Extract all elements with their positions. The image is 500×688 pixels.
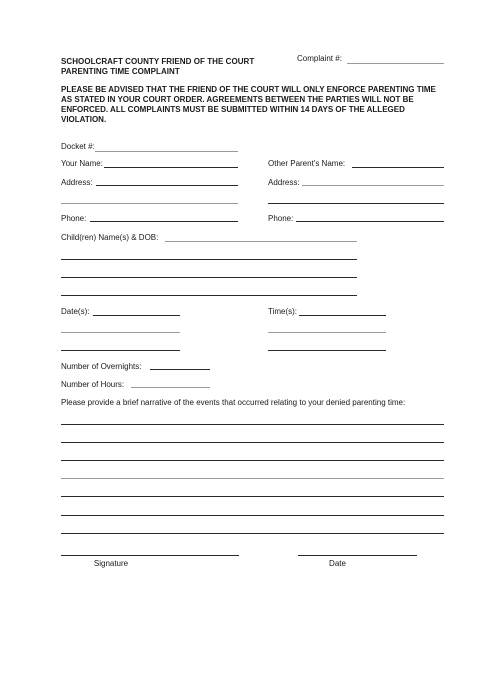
narrative-line-6[interactable] — [61, 515, 444, 516]
your-phone-label: Phone: — [61, 214, 87, 223]
times-label: Time(s): — [268, 307, 298, 316]
your-address-label: Address: — [61, 178, 93, 187]
dates-label: Date(s): — [61, 307, 90, 316]
signature-label: Signature — [93, 559, 129, 568]
narrative-line-3[interactable] — [61, 460, 444, 461]
narrative-line-5[interactable] — [61, 496, 444, 497]
other-parent-name-label: Other Parent's Name: — [268, 159, 346, 168]
docket-label: Docket #: — [61, 142, 95, 151]
your-phone-field[interactable] — [90, 221, 238, 222]
your-address-field-2[interactable] — [61, 203, 238, 204]
enforcement-notice: PLEASE BE ADVISED THAT THE FRIEND OF THE COURT WILL ONLY ENFORCE PARENTING TIME AS STATED IN YOUR COURT ORDER. AGREEMENTS BETWEEN THE PARTIES WILL NOT BE ENFORCED. ALL COMPLAINTS MUST BE SUBMITTED WITHIN 14 DAYS OF THE ALLEGED VIOLATION. — [61, 85, 436, 124]
form-title-line2: PARENTING TIME COMPLAINT — [61, 67, 180, 76]
date-label: Date — [329, 559, 346, 568]
overnights-field[interactable] — [150, 369, 210, 370]
other-address-label: Address: — [268, 178, 300, 187]
your-name-field[interactable] — [104, 167, 238, 168]
dates-field-1[interactable] — [93, 315, 180, 316]
your-address-field-1[interactable] — [96, 185, 238, 186]
narrative-line-2[interactable] — [61, 442, 444, 443]
narrative-line-1[interactable] — [61, 424, 444, 425]
children-label: Child(ren) Name(s) & DOB: — [61, 233, 159, 242]
complaint-number-field[interactable] — [347, 63, 444, 64]
date-field[interactable] — [298, 555, 417, 556]
overnights-label: Number of Overnights: — [61, 362, 142, 371]
children-field-3[interactable] — [61, 277, 357, 278]
times-field-2[interactable] — [268, 332, 386, 333]
dates-field-2[interactable] — [61, 332, 180, 333]
children-field-1[interactable] — [165, 241, 357, 242]
other-phone-label: Phone: — [268, 214, 294, 223]
times-field-1[interactable] — [299, 315, 386, 316]
signature-field[interactable] — [61, 555, 239, 556]
hours-label: Number of Hours: — [61, 380, 125, 389]
hours-field[interactable] — [131, 387, 210, 388]
docket-field[interactable] — [95, 151, 238, 152]
other-address-field-1[interactable] — [302, 185, 444, 186]
times-field-3[interactable] — [268, 350, 386, 351]
form-title-line1: SCHOOLCRAFT COUNTY FRIEND OF THE COURT — [61, 57, 255, 66]
other-phone-field[interactable] — [296, 221, 444, 222]
narrative-line-7[interactable] — [61, 533, 444, 534]
other-address-field-2[interactable] — [268, 203, 444, 204]
children-field-4[interactable] — [61, 295, 357, 296]
complaint-number-label: Complaint #: — [297, 54, 342, 63]
narrative-label: Please provide a brief narrative of the events that occurred relating to your denied parenting time: — [61, 398, 406, 407]
children-field-2[interactable] — [61, 259, 357, 260]
other-parent-name-field[interactable] — [352, 167, 444, 168]
your-name-label: Your Name: — [61, 159, 103, 168]
dates-field-3[interactable] — [61, 350, 180, 351]
narrative-line-4[interactable] — [61, 478, 444, 479]
